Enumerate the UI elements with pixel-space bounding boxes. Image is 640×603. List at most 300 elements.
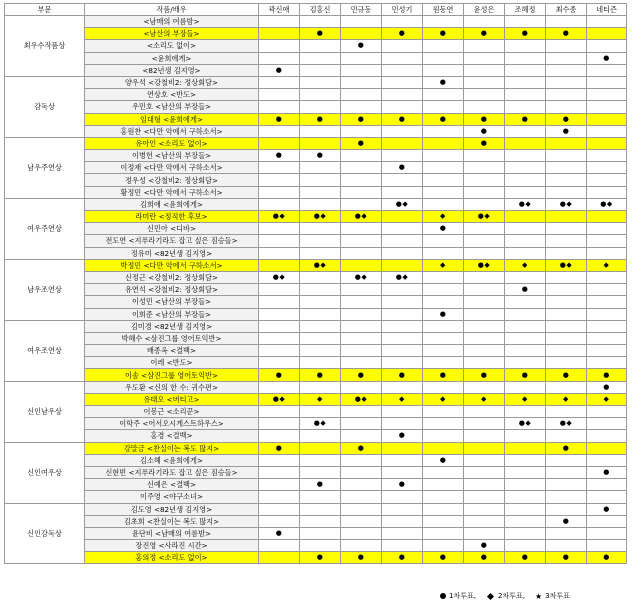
vote-cell [259, 150, 300, 162]
vote-cell [505, 357, 546, 369]
vote-mark: ● [439, 114, 447, 123]
vote-cell [341, 16, 382, 28]
vote-cell [546, 552, 587, 564]
vote-cell [341, 259, 382, 271]
vote-cell [587, 125, 627, 137]
vote-cell [382, 223, 423, 235]
vote-cell [505, 52, 546, 64]
vote-cell [259, 125, 300, 137]
vote-cell [259, 211, 300, 223]
vote-cell [587, 198, 627, 210]
vote-cell [505, 540, 546, 552]
nominee-row [5, 137, 627, 149]
star-icon: ★ [534, 591, 543, 601]
vote-mark: ● [603, 370, 610, 379]
vote-mark: ● [275, 443, 283, 452]
ballot-table [4, 3, 627, 564]
vote-cell [300, 101, 341, 113]
vote-cell [423, 406, 464, 418]
vote-cell [505, 211, 546, 223]
vote-cell [546, 101, 587, 113]
vote-cell [382, 101, 423, 113]
vote-cell [587, 271, 627, 283]
vote-cell [505, 40, 546, 52]
vote-cell [382, 198, 423, 210]
vote-cell [587, 235, 627, 247]
vote-cell [382, 162, 423, 174]
vote-cell [464, 357, 505, 369]
vote-cell [464, 211, 505, 223]
nominee-name: 윤단비 <남매의 여름밤> [85, 527, 259, 539]
vote-mark: ● [480, 370, 488, 379]
vote-cell [546, 211, 587, 223]
vote-cell [587, 259, 627, 271]
vote-mark: ◆ [522, 394, 528, 403]
vote-cell [423, 552, 464, 564]
vote-cell [382, 76, 423, 88]
nominee-name: <소리도 없이> [85, 40, 259, 52]
vote-mark: ◆ [603, 260, 610, 269]
vote-cell [341, 491, 382, 503]
nominee-name: 라미란 <정직한 후보> [85, 211, 259, 223]
vote-cell [464, 515, 505, 527]
vote-cell [341, 515, 382, 527]
vote-cell [505, 16, 546, 28]
vote-cell [546, 345, 587, 357]
vote-cell [587, 174, 627, 186]
award-group [5, 381, 627, 442]
nominee-row [5, 381, 627, 393]
award-category: 감독상 [5, 76, 85, 137]
award-group [5, 137, 627, 198]
vote-cell [546, 320, 587, 332]
nominee-row [5, 418, 627, 430]
vote-mark: ● [316, 370, 324, 379]
vote-cell [423, 369, 464, 381]
vote-cell [382, 491, 423, 503]
nominee-name: <남매의 여름밤> [85, 16, 259, 28]
vote-cell [587, 381, 627, 393]
vote-cell [300, 515, 341, 527]
nominee-name: <윤희에게> [85, 52, 259, 64]
vote-cell [259, 271, 300, 283]
vote-cell [546, 491, 587, 503]
vote-mark: ● [562, 553, 570, 562]
vote-cell [341, 540, 382, 552]
vote-cell [259, 223, 300, 235]
vote-cell [300, 284, 341, 296]
vote-cell [300, 28, 341, 40]
vote-mark: ● [562, 443, 570, 452]
vote-cell [300, 418, 341, 430]
vote-mark: ● [275, 528, 283, 537]
nominee-row [5, 369, 627, 381]
vote-cell [300, 332, 341, 344]
vote-cell [341, 479, 382, 491]
vote-cell [587, 491, 627, 503]
vote-mark: ● [275, 370, 283, 379]
vote-cell [587, 320, 627, 332]
vote-cell [464, 64, 505, 76]
vote-cell [300, 466, 341, 478]
nominee-row [5, 442, 627, 454]
vote-cell [587, 162, 627, 174]
vote-cell [259, 137, 300, 149]
vote-cell [546, 466, 587, 478]
vote-cell [300, 150, 341, 162]
vote-cell [423, 332, 464, 344]
nominee-name: 박혜수 <삼진그룹 영어토익반> [85, 332, 259, 344]
nominee-row [5, 125, 627, 137]
award-group [5, 320, 627, 381]
vote-cell [423, 430, 464, 442]
nominee-row [5, 515, 627, 527]
vote-cell [464, 418, 505, 430]
vote-cell [546, 223, 587, 235]
vote-cell [341, 418, 382, 430]
vote-cell [382, 345, 423, 357]
vote-cell [382, 284, 423, 296]
vote-cell [300, 247, 341, 259]
vote-cell [464, 101, 505, 113]
vote-cell [259, 284, 300, 296]
vote-cell [546, 515, 587, 527]
vote-cell [259, 162, 300, 174]
vote-cell [341, 40, 382, 52]
vote-mark: ● [562, 126, 570, 135]
vote-cell [587, 479, 627, 491]
vote-cell [300, 137, 341, 149]
vote-cell [423, 393, 464, 405]
nominee-name: 박정민 <다만 악에서 구하소서> [85, 259, 259, 271]
vote-cell [341, 296, 382, 308]
vote-cell [341, 137, 382, 149]
vote-cell [464, 186, 505, 198]
vote-mark: ● [316, 29, 324, 38]
vote-mark: ● [439, 29, 447, 38]
vote-cell [464, 174, 505, 186]
vote-mark: ●◆ [313, 260, 327, 269]
nominee-row [5, 223, 627, 235]
vote-mark: ◆ [522, 260, 528, 269]
vote-cell [546, 430, 587, 442]
vote-cell [464, 52, 505, 64]
vote-cell [259, 235, 300, 247]
vote-cell [464, 393, 505, 405]
vote-cell [587, 430, 627, 442]
nominee-row [5, 308, 627, 320]
vote-mark: ●◆ [395, 273, 409, 282]
vote-cell [382, 308, 423, 320]
vote-cell [505, 345, 546, 357]
vote-cell [259, 247, 300, 259]
vote-mark: ● [480, 138, 488, 147]
vote-mark: ● [439, 309, 447, 318]
header-judge: 조혜정 [505, 4, 546, 16]
vote-mark: ● [603, 504, 610, 513]
vote-cell [423, 454, 464, 466]
vote-cell [464, 320, 505, 332]
vote-cell [259, 454, 300, 466]
vote-cell [259, 308, 300, 320]
vote-mark: ● [439, 553, 447, 562]
vote-cell [546, 271, 587, 283]
vote-cell [382, 369, 423, 381]
vote-cell [505, 466, 546, 478]
award-category: 신인여우상 [5, 442, 85, 503]
vote-cell [300, 162, 341, 174]
vote-cell [464, 345, 505, 357]
nominee-row [5, 211, 627, 223]
vote-mark: ●◆ [518, 199, 532, 208]
vote-cell [423, 479, 464, 491]
vote-cell [341, 284, 382, 296]
nominee-name: 이성민 <남산의 부장들> [85, 296, 259, 308]
award-category: 최우수작품상 [5, 16, 85, 77]
vote-cell [464, 150, 505, 162]
diamond-icon [487, 592, 494, 599]
nominee-name: 이솜 <삼진그룹 영어토익반> [85, 369, 259, 381]
vote-mark: ●◆ [272, 273, 286, 282]
vote-cell [423, 503, 464, 515]
nominee-name: 김소혜 <윤희에게> [85, 454, 259, 466]
nominee-row [5, 89, 627, 101]
header-judge: 최수종 [546, 4, 587, 16]
vote-cell [382, 186, 423, 198]
vote-cell [587, 101, 627, 113]
vote-mark: ● [521, 29, 529, 38]
vote-cell [505, 271, 546, 283]
vote-cell [464, 406, 505, 418]
vote-cell [505, 113, 546, 125]
vote-cell [382, 40, 423, 52]
vote-cell [423, 345, 464, 357]
vote-cell [300, 430, 341, 442]
vote-mark: ●◆ [559, 260, 573, 269]
vote-cell [546, 137, 587, 149]
vote-cell [423, 515, 464, 527]
vote-cell [300, 76, 341, 88]
vote-cell [505, 186, 546, 198]
vote-mark: ●◆ [354, 273, 368, 282]
vote-cell [546, 406, 587, 418]
nominee-name: 우도환 <신의 한 수: 귀수편> [85, 381, 259, 393]
vote-cell [259, 479, 300, 491]
vote-cell [587, 211, 627, 223]
nominee-name: 정유미 <82년생 김지영> [85, 247, 259, 259]
ballot-table-container [4, 3, 627, 564]
vote-mark: ● [357, 114, 365, 123]
nominee-name: 이희준 <남산의 부장들> [85, 308, 259, 320]
vote-mark: ● [316, 151, 324, 160]
vote-cell [423, 284, 464, 296]
vote-cell [341, 28, 382, 40]
vote-cell [300, 259, 341, 271]
vote-mark: ●◆ [518, 419, 532, 428]
vote-cell [587, 332, 627, 344]
vote-cell [382, 28, 423, 40]
nominee-name: 홍의정 <소리도 없이> [85, 552, 259, 564]
legend-item-round2 [486, 591, 525, 601]
vote-cell [300, 223, 341, 235]
nominee-row [5, 466, 627, 478]
vote-cell [341, 247, 382, 259]
vote-cell [505, 284, 546, 296]
vote-cell [382, 454, 423, 466]
nominee-name: 연상호 <반도> [85, 89, 259, 101]
vote-cell [505, 125, 546, 137]
vote-mark: ◆ [399, 394, 405, 403]
vote-mark: ●◆ [477, 260, 491, 269]
vote-cell [505, 247, 546, 259]
vote-cell [464, 381, 505, 393]
vote-cell [423, 125, 464, 137]
vote-cell [546, 308, 587, 320]
nominee-row [5, 28, 627, 40]
vote-cell [341, 332, 382, 344]
vote-cell [423, 28, 464, 40]
vote-mark: ● [357, 41, 365, 50]
vote-mark: ● [521, 285, 529, 294]
vote-cell [587, 515, 627, 527]
vote-cell [382, 113, 423, 125]
vote-mark: ● [603, 468, 610, 477]
vote-cell [464, 89, 505, 101]
header-row [5, 4, 627, 16]
vote-cell [382, 381, 423, 393]
vote-cell [300, 64, 341, 76]
vote-cell [546, 76, 587, 88]
nominee-row [5, 40, 627, 52]
nominee-row [5, 284, 627, 296]
nominee-name: 이병헌 <남산의 부장들> [85, 150, 259, 162]
legend-label-round3: 3차투표 [545, 592, 570, 600]
vote-cell [546, 162, 587, 174]
award-group [5, 16, 627, 77]
vote-cell [546, 64, 587, 76]
vote-mark: ● [562, 114, 570, 123]
vote-cell [341, 503, 382, 515]
circle-icon [440, 593, 446, 599]
vote-cell [259, 16, 300, 28]
nominee-row [5, 357, 627, 369]
nominee-row [5, 16, 627, 28]
vote-cell [423, 150, 464, 162]
vote-cell [505, 308, 546, 320]
award-category: 여우주연상 [5, 198, 85, 259]
award-group [5, 198, 627, 259]
vote-cell [505, 454, 546, 466]
vote-cell [423, 162, 464, 174]
vote-cell [382, 89, 423, 101]
vote-cell [259, 320, 300, 332]
vote-cell [505, 442, 546, 454]
vote-cell [464, 40, 505, 52]
vote-cell [259, 393, 300, 405]
nominee-row [5, 247, 627, 259]
vote-cell [546, 150, 587, 162]
vote-cell [423, 211, 464, 223]
nominee-row [5, 259, 627, 271]
vote-mark: ● [357, 370, 365, 379]
vote-cell [382, 479, 423, 491]
vote-cell [341, 113, 382, 125]
vote-cell [505, 430, 546, 442]
header-judge: 윤성은 [464, 4, 505, 16]
nominee-row [5, 150, 627, 162]
nominee-row [5, 162, 627, 174]
vote-cell [300, 235, 341, 247]
legend-label-round2: 2차투표, [497, 592, 525, 600]
vote-cell [423, 186, 464, 198]
nominee-name: 김미경 <82년생 김지영> [85, 320, 259, 332]
vote-cell [300, 393, 341, 405]
vote-cell [423, 101, 464, 113]
vote-cell [259, 296, 300, 308]
vote-cell [300, 406, 341, 418]
vote-cell [341, 150, 382, 162]
vote-cell [259, 89, 300, 101]
nominee-name: 이봉근 <소리꾼> [85, 406, 259, 418]
vote-cell [546, 393, 587, 405]
vote-cell [341, 125, 382, 137]
nominee-name: 임대형 <윤희에게> [85, 113, 259, 125]
vote-cell [341, 430, 382, 442]
vote-cell [464, 369, 505, 381]
vote-cell [464, 162, 505, 174]
vote-cell [505, 64, 546, 76]
vote-cell [341, 211, 382, 223]
vote-cell [587, 527, 627, 539]
vote-mark: ● [480, 126, 488, 135]
vote-cell [464, 223, 505, 235]
vote-mark: ●◆ [559, 199, 573, 208]
vote-mark: ● [316, 114, 324, 123]
vote-cell [587, 137, 627, 149]
vote-cell [341, 89, 382, 101]
vote-cell [382, 64, 423, 76]
nominee-row [5, 503, 627, 515]
nominee-name: 양우석 <강철비2: 정상회담> [85, 76, 259, 88]
vote-cell [505, 76, 546, 88]
vote-cell [505, 369, 546, 381]
vote-cell [382, 125, 423, 137]
vote-cell [300, 320, 341, 332]
vote-cell [300, 271, 341, 283]
header-judge: 곽신애 [259, 4, 300, 16]
vote-cell [505, 320, 546, 332]
vote-cell [546, 259, 587, 271]
nominee-name: 신정근 <강철비2: 정상회담> [85, 271, 259, 283]
nominee-name: 신예은 <결백> [85, 479, 259, 491]
vote-mark: ● [603, 382, 610, 391]
nominee-row [5, 320, 627, 332]
vote-cell [587, 40, 627, 52]
vote-mark: ● [439, 78, 447, 87]
vote-cell [587, 454, 627, 466]
vote-cell [587, 113, 627, 125]
vote-cell [341, 308, 382, 320]
nominee-row [5, 393, 627, 405]
vote-cell [423, 198, 464, 210]
vote-mark: ●◆ [477, 212, 491, 221]
vote-cell [300, 125, 341, 137]
vote-cell [423, 247, 464, 259]
vote-mark: ● [521, 553, 529, 562]
vote-mark: ●◆ [313, 212, 327, 221]
vote-cell [300, 174, 341, 186]
vote-cell [341, 198, 382, 210]
